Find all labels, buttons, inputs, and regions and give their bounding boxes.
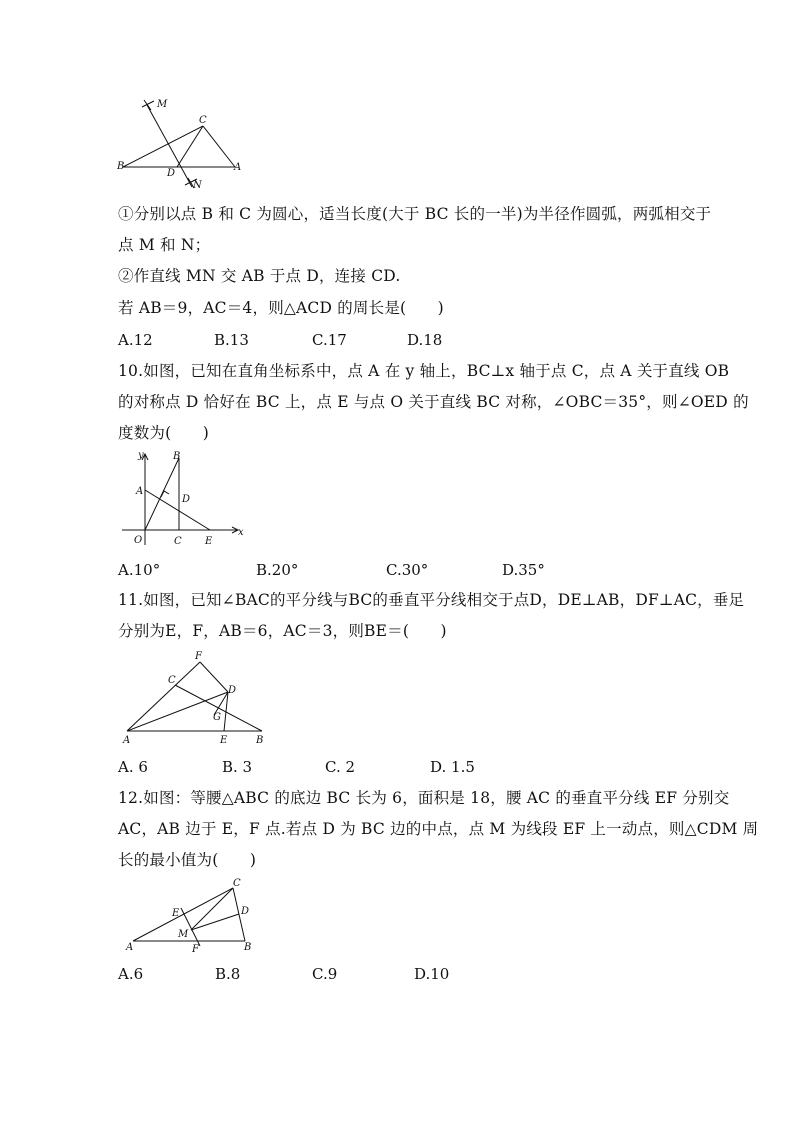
q9-option-d: D.18 <box>407 331 443 349</box>
label-g: G <box>213 712 221 723</box>
label-c: C <box>174 536 182 547</box>
label-e: E <box>172 908 180 919</box>
q9-option-a: A.12 <box>118 331 153 349</box>
segment-mc <box>191 888 233 930</box>
label-a: A <box>136 486 144 497</box>
label-x: x <box>238 527 244 538</box>
segment-ca <box>203 126 235 167</box>
q9-step2: ②作直线 MN 交 AB 于点 D，连接 CD. <box>118 267 401 285</box>
segment-md <box>191 914 239 930</box>
label-d: D <box>228 685 237 696</box>
figure-q10 <box>118 450 248 550</box>
q9-step1-line1: ①分别以点 B 和 C 为圆心，适当长度(大于 BC 长的一半)为半径作圆弧，两弧相交于 <box>118 205 712 223</box>
q11-line2: 分别为E，F，AB＝6，AC＝3，则BE＝( ) <box>118 622 447 640</box>
q10-option-d: D.35° <box>502 561 545 579</box>
label-b: B <box>117 161 125 172</box>
label-n: N <box>193 180 202 191</box>
label-a: A <box>234 162 242 173</box>
q10-line2: 的对称点 D 恰好在 BC 上，点 E 与点 O 关于直线 BC 对称，∠OBC＝35°，则∠OED 的 <box>118 393 749 411</box>
label-c: C <box>233 878 241 889</box>
label-o: O <box>134 535 143 546</box>
label-d: D <box>167 168 176 179</box>
q10-option-a: A.10° <box>118 561 161 579</box>
figure-q11 <box>118 648 278 748</box>
q10-line1: 10.如图，已知在直角坐标系中，点 A 在 y 轴上，BC⊥x 轴于点 C，点 A 关于直线 OB <box>118 362 730 380</box>
label-b: B <box>244 942 252 953</box>
segment-bc <box>123 126 203 167</box>
q11-line1: 11.如图，已知∠BAC的平分线与BC的垂直平分线相交于点D，DE⊥AB，DF⊥AC，垂足 <box>118 591 745 609</box>
q9-step1-line2: 点 M 和 N； <box>118 236 211 254</box>
figure-q12 <box>118 874 268 959</box>
q10-option-b: B.20° <box>256 561 299 579</box>
q9-option-c: C.17 <box>312 331 347 349</box>
q12-option-b: B.8 <box>215 965 241 983</box>
label-c: C <box>199 115 207 126</box>
label-c: C <box>168 675 176 686</box>
q11-option-b: B. 3 <box>222 758 253 776</box>
q12-line3: 长的最小值为( ) <box>118 851 257 869</box>
q10-line3: 度数为( ) <box>118 424 209 442</box>
q12-option-d: D.10 <box>414 965 450 983</box>
q12-line1: 12.如图：等腰△ABC 的底边 BC 长为 6，面积是 18，腰 AC 的垂直平分线 EF 分别交 <box>118 789 730 807</box>
label-m: M <box>157 99 168 110</box>
q12-line2: AC，AB 边于 E，F 点.若点 D 为 BC 边的中点，点 M 为线段 EF 上一动点，则△CDM 周 <box>118 820 759 838</box>
label-a: A <box>123 735 131 746</box>
label-d: D <box>241 906 250 917</box>
q12-option-c: C.9 <box>312 965 338 983</box>
label-b: B <box>256 735 264 746</box>
q12-option-a: A.6 <box>118 965 144 983</box>
label-f: F <box>192 944 199 955</box>
label-e: E <box>220 735 228 746</box>
label-e: E <box>205 536 213 547</box>
q10-option-c: C.30° <box>386 561 429 579</box>
label-f: F <box>195 651 202 662</box>
label-a: A <box>126 942 134 953</box>
figure-q9 <box>115 95 245 195</box>
q9-question: 若 AB＝9，AC＝4，则△ACD 的周长是( ) <box>118 299 444 317</box>
label-b: B <box>173 451 181 462</box>
right-angle-mark <box>161 491 169 497</box>
q11-option-c: C. 2 <box>325 758 356 776</box>
label-m: M <box>178 929 189 940</box>
label-d: D <box>182 494 191 505</box>
segment-af <box>127 662 200 731</box>
label-y: y <box>138 450 144 461</box>
segment-fd <box>200 662 228 692</box>
q11-option-d: D. 1.5 <box>430 758 475 776</box>
q9-option-b: B.13 <box>214 331 249 349</box>
q11-option-a: A. 6 <box>118 758 148 776</box>
segment-ef <box>181 908 200 946</box>
